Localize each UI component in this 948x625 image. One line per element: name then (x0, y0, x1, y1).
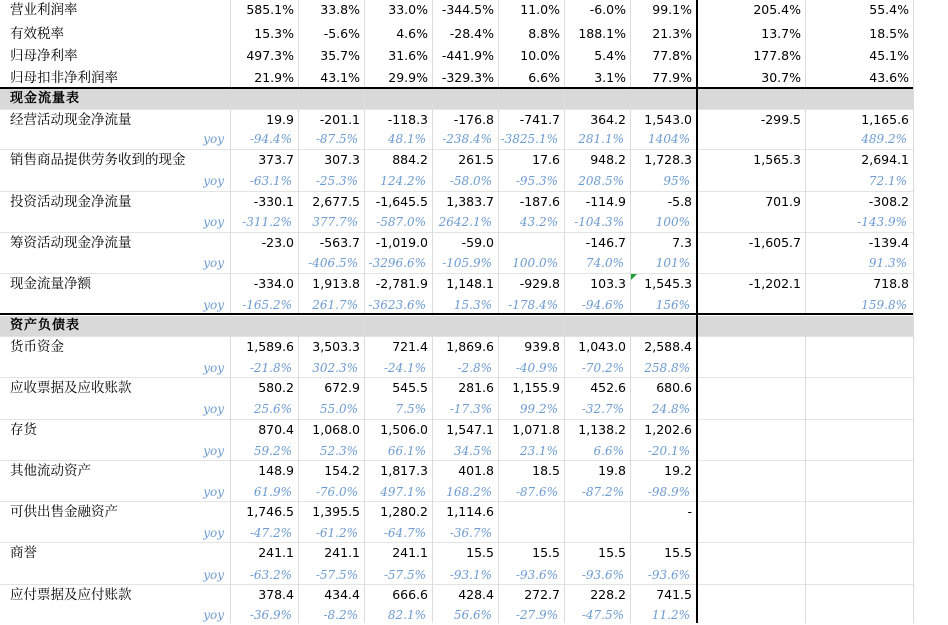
value-cell: 666.6 (392, 587, 428, 602)
value-cell: -563.7 (319, 235, 360, 250)
yoy-cell: -57.5% (315, 568, 358, 582)
value-cell: 11.0% (520, 2, 560, 17)
value-cell: 21.9% (254, 70, 294, 85)
yoy-cell: -87.2% (581, 485, 624, 499)
row-label: yoy (203, 485, 224, 499)
value-cell: 33.0% (388, 2, 428, 17)
value-cell: -1,202.1 (748, 276, 801, 291)
value-cell: -5.8 (667, 194, 692, 209)
value-cell: 241.1 (258, 545, 294, 560)
value-cell: -344.5% (441, 2, 494, 17)
value-cell: 1,817.3 (380, 463, 428, 478)
value-cell: 241.1 (324, 545, 360, 560)
value-cell: -334.0 (253, 276, 294, 291)
yoy-cell: -238.4% (442, 132, 492, 146)
value-cell: -741.7 (519, 112, 560, 127)
row-divider (0, 232, 913, 233)
value-cell: 19.2 (664, 463, 692, 478)
value-cell: 1,543.0 (644, 112, 692, 127)
yoy-cell: 11.2% (651, 608, 690, 622)
value-cell: 1,043.0 (578, 339, 626, 354)
yoy-cell: 15.3% (453, 298, 492, 312)
yoy-cell: 2642.1% (438, 215, 492, 229)
value-cell: 148.9 (258, 463, 294, 478)
row-label: 现金流量净额 (10, 276, 91, 292)
value-cell: -139.4 (868, 235, 909, 250)
value-cell: 241.1 (392, 545, 428, 560)
yoy-cell: 82.1% (387, 608, 426, 622)
value-cell: 680.6 (656, 380, 692, 395)
column-divider (913, 0, 914, 623)
row-label: yoy (203, 402, 224, 416)
yoy-cell: 91.3% (868, 256, 907, 270)
yoy-cell: -3296.6% (368, 256, 426, 270)
value-cell: 30.7% (761, 70, 801, 85)
value-cell: 1,395.5 (312, 504, 360, 519)
row-divider (0, 501, 913, 502)
value-cell: 672.9 (324, 380, 360, 395)
value-cell: -28.4% (449, 26, 494, 41)
yoy-cell: 101% (655, 256, 690, 270)
yoy-cell: 74.0% (585, 256, 624, 270)
row-divider (0, 377, 913, 378)
yoy-cell: 156% (655, 298, 690, 312)
yoy-cell: -20.1% (647, 444, 690, 458)
yoy-cell: 208.5% (578, 174, 624, 188)
value-cell: -6.0% (589, 2, 626, 17)
yoy-cell: 377.7% (312, 215, 358, 229)
yoy-cell: 72.1% (868, 174, 907, 188)
value-cell: 33.8% (320, 2, 360, 17)
row-divider (0, 460, 913, 461)
yoy-cell: 48.1% (387, 132, 426, 146)
yoy-cell: 99.2% (519, 402, 558, 416)
value-cell: -1,605.7 (748, 235, 801, 250)
yoy-cell: -104.3% (574, 215, 624, 229)
yoy-cell: -40.9% (515, 361, 558, 375)
row-label: yoy (203, 298, 224, 312)
value-cell: - (687, 504, 692, 519)
value-cell: 6.6% (528, 70, 560, 85)
yoy-cell: -105.9% (442, 256, 492, 270)
value-cell: 77.8% (652, 48, 692, 63)
yoy-cell: -76.0% (315, 485, 358, 499)
yoy-cell: 7.5% (395, 402, 426, 416)
value-cell: 43.6% (869, 70, 909, 85)
yoy-cell: -165.2% (242, 298, 292, 312)
value-cell: -929.8 (519, 276, 560, 291)
value-cell: 17.6 (532, 152, 560, 167)
yoy-cell: -93.1% (449, 568, 492, 582)
yoy-cell: -93.6% (581, 568, 624, 582)
value-cell: 13.7% (761, 26, 801, 41)
section-separator (0, 87, 913, 89)
value-cell: 15.5 (598, 545, 626, 560)
yoy-cell: 43.2% (519, 215, 558, 229)
column-divider (630, 0, 631, 623)
value-cell: 55.4% (869, 2, 909, 17)
value-cell: 1,165.6 (861, 112, 909, 127)
row-label: 经营活动现金净流量 (10, 112, 132, 128)
value-cell: -5.6% (323, 26, 360, 41)
value-cell: -201.1 (319, 112, 360, 127)
row-label: yoy (203, 256, 224, 270)
value-cell: 19.9 (266, 112, 294, 127)
column-divider (498, 0, 499, 623)
value-cell: 3,503.3 (312, 339, 360, 354)
value-cell: 15.5 (532, 545, 560, 560)
value-cell: 21.3% (652, 26, 692, 41)
value-cell: 307.3 (324, 152, 360, 167)
value-cell: 1,071.8 (512, 422, 560, 437)
value-cell: 15.5 (466, 545, 494, 560)
yoy-cell: 261.7% (312, 298, 358, 312)
column-divider (364, 0, 365, 623)
row-label: 可供出售金融资产 (10, 504, 118, 520)
value-cell: 1,506.0 (380, 422, 428, 437)
value-cell: 43.1% (320, 70, 360, 85)
value-cell: 177.8% (753, 48, 801, 63)
value-cell: 103.3 (590, 276, 626, 291)
yoy-cell: -98.9% (647, 485, 690, 499)
yoy-cell: -3825.1% (500, 132, 558, 146)
comment-marker-icon[interactable] (631, 274, 637, 280)
value-cell: 939.8 (524, 339, 560, 354)
yoy-cell: 100.0% (512, 256, 558, 270)
row-divider (0, 419, 913, 420)
yoy-cell: 159.8% (861, 298, 907, 312)
value-cell: 18.5 (532, 463, 560, 478)
yoy-cell: 56.6% (453, 608, 492, 622)
yoy-cell: -95.3% (515, 174, 558, 188)
value-cell: -23.0 (261, 235, 294, 250)
row-label: yoy (203, 361, 224, 375)
row-label: 货币资金 (10, 339, 64, 355)
yoy-cell: -36.7% (449, 526, 492, 540)
yoy-cell: 124.2% (380, 174, 426, 188)
yoy-cell: -61.2% (315, 526, 358, 540)
value-cell: 15.3% (254, 26, 294, 41)
yoy-cell: -32.7% (581, 402, 624, 416)
row-label: 销售商品提供劳务收到的现金 (10, 152, 186, 168)
value-cell: 99.1% (652, 2, 692, 17)
row-label: 投资活动现金净流量 (10, 194, 132, 210)
value-cell: 741.5 (656, 587, 692, 602)
value-cell: 1,155.9 (512, 380, 560, 395)
value-cell: -59.0 (461, 235, 494, 250)
row-label: yoy (203, 608, 224, 622)
value-cell: 580.2 (258, 380, 294, 395)
value-cell: 721.4 (392, 339, 428, 354)
value-cell: 31.6% (388, 48, 428, 63)
value-cell: 585.1% (246, 2, 294, 17)
yoy-cell: -57.5% (383, 568, 426, 582)
value-cell: 718.8 (873, 276, 909, 291)
value-cell: 1,869.6 (446, 339, 494, 354)
value-cell: 205.4% (753, 2, 801, 17)
yoy-cell: 1404% (648, 132, 690, 146)
row-divider (0, 584, 913, 585)
value-cell: 1,280.2 (380, 504, 428, 519)
value-cell: 35.7% (320, 48, 360, 63)
value-cell: -1,645.5 (375, 194, 428, 209)
value-cell: 452.6 (590, 380, 626, 395)
row-label: yoy (203, 568, 224, 582)
value-cell: 870.4 (258, 422, 294, 437)
row-label: 筹资活动现金净流量 (10, 235, 132, 251)
value-cell: -299.5 (760, 112, 801, 127)
value-cell: 378.4 (258, 587, 294, 602)
yoy-cell: -93.6% (647, 568, 690, 582)
row-label: yoy (203, 132, 224, 146)
section-title: 现金流量表 (10, 91, 81, 106)
yoy-cell: -3623.6% (368, 298, 426, 312)
value-cell: 272.7 (524, 587, 560, 602)
row-label: 存货 (10, 422, 37, 438)
column-divider (805, 0, 806, 623)
value-cell: 1,913.8 (312, 276, 360, 291)
value-cell: 5.4% (594, 48, 626, 63)
yoy-cell: -2.8% (457, 361, 492, 375)
value-cell: 497.3% (246, 48, 294, 63)
yoy-cell: -311.2% (242, 215, 292, 229)
yoy-cell: -63.2% (249, 568, 292, 582)
yoy-cell: -8.2% (323, 608, 358, 622)
value-cell: 188.1% (578, 26, 626, 41)
value-cell: 10.0% (520, 48, 560, 63)
row-label: 有效税率 (10, 26, 64, 42)
value-cell: 1,202.6 (644, 422, 692, 437)
column-divider (298, 0, 299, 623)
value-cell: -114.9 (585, 194, 626, 209)
yoy-cell: -93.6% (515, 568, 558, 582)
value-cell: 1,547.1 (446, 422, 494, 437)
value-cell: 1,138.2 (578, 422, 626, 437)
value-cell: 1,068.0 (312, 422, 360, 437)
yoy-cell: 52.3% (319, 444, 358, 458)
yoy-cell: -47.5% (581, 608, 624, 622)
yoy-cell: 497.1% (380, 485, 426, 499)
yoy-cell: -24.1% (383, 361, 426, 375)
value-cell: -330.1 (253, 194, 294, 209)
yoy-cell: 100% (655, 215, 690, 229)
yoy-cell: -70.2% (581, 361, 624, 375)
yoy-cell: 59.2% (253, 444, 292, 458)
value-cell: 261.5 (458, 152, 494, 167)
value-cell: 18.5% (869, 26, 909, 41)
value-cell: 1,114.6 (446, 504, 494, 519)
value-cell: 2,677.5 (312, 194, 360, 209)
value-cell: 228.2 (590, 587, 626, 602)
yoy-cell: -87.5% (315, 132, 358, 146)
row-label: yoy (203, 215, 224, 229)
yoy-cell: 25.6% (253, 402, 292, 416)
value-cell: 7.3 (672, 235, 692, 250)
row-label: 应收票据及应收账款 (10, 380, 132, 396)
value-cell: 4.6% (396, 26, 428, 41)
value-cell: 45.1% (869, 48, 909, 63)
row-divider (0, 542, 913, 543)
yoy-cell: 55.0% (319, 402, 358, 416)
value-cell: 545.5 (392, 380, 428, 395)
value-cell: 1,383.7 (446, 194, 494, 209)
value-cell: -1,019.0 (375, 235, 428, 250)
value-cell: 2,694.1 (861, 152, 909, 167)
row-divider (0, 273, 913, 274)
section-separator (0, 313, 913, 315)
yoy-cell: 258.8% (644, 361, 690, 375)
yoy-cell: -94.6% (581, 298, 624, 312)
value-cell: 15.5 (664, 545, 692, 560)
value-cell: 428.4 (458, 587, 494, 602)
yoy-cell: -25.3% (315, 174, 358, 188)
value-cell: 1,728.3 (644, 152, 692, 167)
value-cell: 401.8 (458, 463, 494, 478)
yoy-cell: -36.9% (249, 608, 292, 622)
value-cell: 19.8 (598, 463, 626, 478)
column-divider (432, 0, 433, 623)
value-cell: 364.2 (590, 112, 626, 127)
column-divider (564, 0, 565, 623)
yoy-cell: 489.2% (861, 132, 907, 146)
value-cell: 373.7 (258, 152, 294, 167)
row-divider (0, 336, 913, 337)
value-cell: 8.8% (528, 26, 560, 41)
value-cell: 701.9 (765, 194, 801, 209)
value-cell: 948.2 (590, 152, 626, 167)
yoy-cell: -58.0% (449, 174, 492, 188)
value-cell: 2,588.4 (644, 339, 692, 354)
yoy-cell: -406.5% (308, 256, 358, 270)
value-cell: 1,545.3 (644, 276, 692, 291)
row-label: 归母扣非净利润率 (10, 70, 118, 86)
yoy-cell: -21.8% (249, 361, 292, 375)
value-cell: 3.1% (594, 70, 626, 85)
row-label: 营业利润率 (10, 2, 78, 18)
yoy-cell: 6.6% (593, 444, 624, 458)
value-cell: 281.6 (458, 380, 494, 395)
row-label: 商誉 (10, 545, 37, 561)
row-label: yoy (203, 526, 224, 540)
value-cell: 77.9% (652, 70, 692, 85)
yoy-cell: 95% (663, 174, 690, 188)
yoy-cell: 281.1% (578, 132, 624, 146)
value-cell: 29.9% (388, 70, 428, 85)
yoy-cell: 34.5% (453, 444, 492, 458)
yoy-cell: -63.1% (249, 174, 292, 188)
section-title: 资产负债表 (10, 318, 81, 333)
yoy-cell: 168.2% (446, 485, 492, 499)
forecast-divider (696, 0, 698, 623)
value-cell: 154.2 (324, 463, 360, 478)
yoy-cell: -587.0% (376, 215, 426, 229)
yoy-cell: 302.3% (312, 361, 358, 375)
yoy-cell: -143.9% (857, 215, 907, 229)
row-label: 归母净利率 (10, 48, 78, 64)
value-cell: -187.6 (519, 194, 560, 209)
yoy-cell: -87.6% (515, 485, 558, 499)
value-cell: -441.9% (441, 48, 494, 63)
row-divider (0, 191, 913, 192)
value-cell: 1,589.6 (246, 339, 294, 354)
yoy-cell: 24.8% (651, 402, 690, 416)
yoy-cell: -64.7% (383, 526, 426, 540)
row-divider (0, 149, 913, 150)
row-label: 应付票据及应付账款 (10, 587, 132, 603)
value-cell: 1,148.1 (446, 276, 494, 291)
value-cell: 884.2 (392, 152, 428, 167)
value-cell: -329.3% (441, 70, 494, 85)
yoy-cell: 61.9% (253, 485, 292, 499)
value-cell: 1,746.5 (246, 504, 294, 519)
value-cell: 434.4 (324, 587, 360, 602)
yoy-cell: -27.9% (515, 608, 558, 622)
value-cell: 1,565.3 (753, 152, 801, 167)
row-label: yoy (203, 444, 224, 458)
column-divider (230, 0, 231, 623)
value-cell: -2,781.9 (375, 276, 428, 291)
yoy-cell: -94.4% (249, 132, 292, 146)
row-divider (0, 109, 913, 110)
value-cell: -308.2 (868, 194, 909, 209)
value-cell: -146.7 (585, 235, 626, 250)
yoy-cell: 23.1% (519, 444, 558, 458)
yoy-cell: -17.3% (449, 402, 492, 416)
value-cell: -176.8 (453, 112, 494, 127)
row-label: yoy (203, 174, 224, 188)
yoy-cell: -47.2% (249, 526, 292, 540)
yoy-cell: -178.4% (508, 298, 558, 312)
yoy-cell: 66.1% (387, 444, 426, 458)
row-label: 其他流动资产 (10, 463, 91, 479)
value-cell: -118.3 (387, 112, 428, 127)
